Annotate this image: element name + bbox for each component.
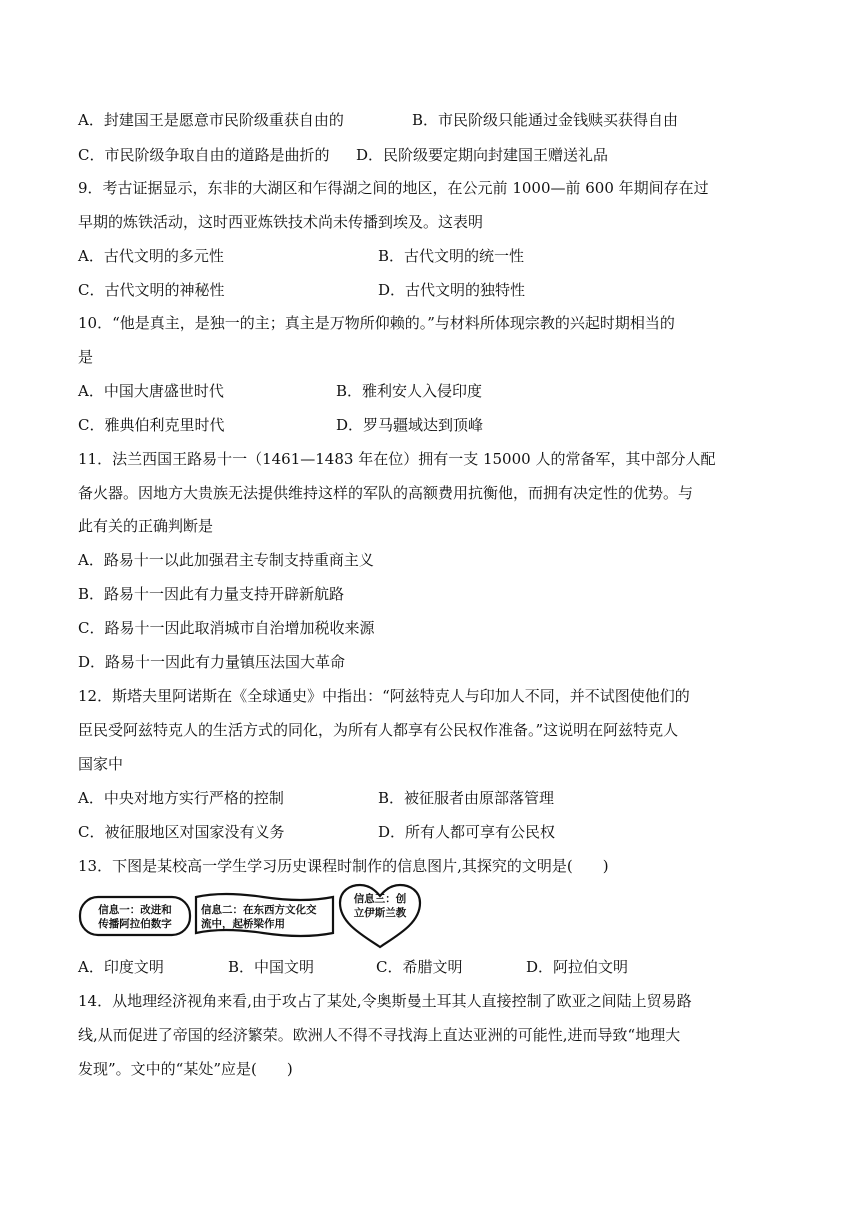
q11-stem-line-2: 备火器。因地方大贵族无法提供维持这样的军队的高额费用抗衡他，而拥有决定性的优势。与 (78, 484, 694, 502)
q13-stem-line-1: 13．下图是某校高一学生学习历史课程时制作的信息图片,其探究的文明是( ) (78, 857, 609, 875)
q11-stem-line-3: 此有关的正确判断是 (78, 517, 214, 535)
info-box-3-text-2: 立伊斯兰教 (353, 907, 407, 919)
q14-stem-line-2: 线,从而促进了帝国的经济繁荣。欧洲人不得不寻找海上直达亚洲的可能性,进而导致“地理大 (78, 1026, 681, 1044)
q13-option-b: B．中国文明 (228, 958, 315, 976)
q12-option-c: C．被征服地区对国家没有义务 (78, 823, 285, 841)
q12-stem-line-1: 12．斯塔夫里阿诺斯在《全球通史》中指出：“阿兹特克人与印加人不同，并不试图使他们的 (78, 687, 690, 705)
q10-stem-line-2: 是 (78, 348, 94, 366)
q13-option-d: D．阿拉伯文明 (526, 958, 629, 976)
q11-option-d: D．路易十一因此有力量镇压法国大革命 (78, 653, 346, 671)
q8-option-c: C．市民阶级争取自由的道路是曲折的 (78, 146, 330, 164)
q8-option-a: A．封建国王是愿意市民阶级重获自由的 (78, 111, 344, 129)
info-figure (78, 883, 438, 949)
q11-option-c: C．路易十一因此取消城市自治增加税收来源 (78, 619, 375, 637)
info-box-2-text-2: 流中，起桥梁作用 (201, 918, 285, 930)
info-box-1-text-1: 信息一：改进和 (98, 904, 172, 916)
q12-option-d: D．所有人都可享有公民权 (378, 823, 556, 841)
q10-option-c: C．雅典伯利克里时代 (78, 416, 225, 434)
q14-stem-line-1: 14．从地理经济视角来看,由于攻占了某处,令奥斯曼土耳其人直接控制了欧亚之间陆上贸易路 (78, 992, 692, 1010)
q12-stem-line-3: 国家中 (78, 755, 124, 773)
q14-stem-line-3: 发现”。文中的“某处”应是( ) (78, 1060, 293, 1078)
q8-option-b: B．市民阶级只能通过金钱赎买获得自由 (412, 111, 679, 129)
q13-option-c: C．希腊文明 (376, 958, 463, 976)
q9-stem-line-2: 早期的炼铁活动，这时西亚炼铁技术尚未传播到埃及。这表明 (78, 213, 484, 231)
q10-option-b: B．雅利安人入侵印度 (336, 382, 483, 400)
q11-stem-line-1: 11．法兰西国王路易十一（1461—1483 年在位）拥有一支 15000 人的常备军，其中部分人配 (78, 450, 716, 468)
q8-option-d: D．民阶级要定期向封建国王赠送礼品 (356, 146, 609, 164)
info-box-1-text-2: 传播阿拉伯数字 (98, 918, 172, 930)
q12-option-b: B．被征服者由原部落管理 (378, 789, 555, 807)
q10-stem-line-1: 10．“他是真主，是独一的主；真主是万物所仰赖的。”与材料所体现宗教的兴起时期相当的 (78, 314, 675, 332)
q10-option-d: D．罗马疆域达到顶峰 (336, 416, 484, 434)
q10-option-a: A．中国大唐盛世时代 (78, 382, 224, 400)
q9-stem-line-1: 9．考古证据显示，东非的大湖区和乍得湖之间的地区，在公元前 1000—前 600 年期间存在过 (78, 179, 709, 197)
info-figure-svg (78, 883, 438, 949)
q9-option-c: C．古代文明的神秘性 (78, 281, 225, 299)
q13-option-a: A．印度文明 (78, 958, 164, 976)
q11-option-b: B．路易十一因此有力量支持开辟新航路 (78, 585, 345, 603)
info-box-2-text-1: 信息二：在东西方文化交 (201, 904, 317, 916)
info-box-3-text-1: 信息三：创 (353, 893, 407, 905)
q9-option-d: D．古代文明的独特性 (378, 281, 526, 299)
q9-option-b: B．古代文明的统一性 (378, 247, 525, 265)
q9-option-a: A．古代文明的多元性 (78, 247, 224, 265)
q12-stem-line-2: 臣民受阿兹特克人的生活方式的同化，为所有人都享有公民权作准备。”这说明在阿兹特克人 (78, 721, 679, 739)
q11-option-a: A．路易十一以此加强君主专制支持重商主义 (78, 551, 374, 569)
q12-option-a: A．中央对地方实行严格的控制 (78, 789, 284, 807)
